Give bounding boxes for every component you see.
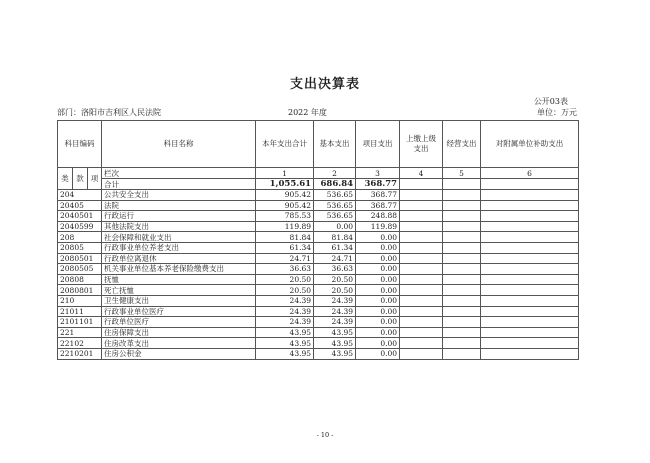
row-name: 死亡抚恤 <box>102 285 256 296</box>
table-row <box>58 190 579 201</box>
row-code: 2040501 <box>58 211 102 222</box>
table-row <box>58 327 579 338</box>
header-item: 项 <box>88 168 102 190</box>
row-basic: 536.65 <box>314 211 356 222</box>
row-basic: 20.50 <box>314 274 356 285</box>
row-subsidy <box>481 274 579 285</box>
row-project: 0.00 <box>356 317 400 328</box>
row-project: 368.77 <box>356 200 400 211</box>
header-business: 经营支出 <box>443 121 481 168</box>
row-subsidy <box>481 327 579 338</box>
row-business <box>443 306 481 317</box>
row-name: 机关事业单位基本养老保险缴费支出 <box>102 264 256 275</box>
table-row <box>58 200 579 211</box>
row-project: 119.89 <box>356 221 400 232</box>
row-name: 行政事业单位养老支出 <box>102 242 256 253</box>
row-upper <box>400 317 443 328</box>
header-code: 科目编码 <box>58 121 102 168</box>
row-total: 61.34 <box>256 242 314 253</box>
row-total: 20.50 <box>256 285 314 296</box>
row-subsidy <box>481 211 579 222</box>
row-total: 119.89 <box>256 221 314 232</box>
row-basic: 43.95 <box>314 338 356 349</box>
row-total: 24.71 <box>256 253 314 264</box>
row-total: 24.39 <box>256 306 314 317</box>
table-row <box>58 264 579 275</box>
row-project: 0.00 <box>356 306 400 317</box>
row-upper <box>400 253 443 264</box>
row-basic: 536.65 <box>314 200 356 211</box>
row-basic: 61.34 <box>314 242 356 253</box>
row-code: 20805 <box>58 242 102 253</box>
year-label: 2022 年度 <box>288 108 327 117</box>
row-total: 43.95 <box>256 327 314 338</box>
total-total: 1,055.61 <box>256 179 314 190</box>
row-subsidy <box>481 317 579 328</box>
row-total: 785.53 <box>256 211 314 222</box>
row-basic: 36.63 <box>314 264 356 275</box>
row-name: 其他法院支出 <box>102 221 256 232</box>
row-project: 0.00 <box>356 253 400 264</box>
row-project: 0.00 <box>356 295 400 306</box>
table-row <box>58 232 579 243</box>
row-upper <box>400 285 443 296</box>
row-upper <box>400 264 443 275</box>
total-label: 合计 <box>102 179 256 190</box>
unit-label: 单位：万元 <box>537 108 577 117</box>
row-code: 204 <box>58 190 102 201</box>
department-label: 部门：洛阳市吉利区人民法院 <box>57 108 161 117</box>
row-subsidy <box>481 232 579 243</box>
expenditure-table <box>57 120 579 360</box>
row-business <box>443 348 481 359</box>
row-project: 248.88 <box>356 211 400 222</box>
total-row <box>58 179 579 190</box>
row-business <box>443 221 481 232</box>
row-project: 0.00 <box>356 285 400 296</box>
row-basic: 0.00 <box>314 221 356 232</box>
table-row <box>58 211 579 222</box>
row-basic: 24.39 <box>314 317 356 328</box>
header-class: 类 <box>58 168 73 190</box>
row-upper <box>400 348 443 359</box>
row-subsidy <box>481 190 579 201</box>
row-basic: 24.39 <box>314 295 356 306</box>
row-subsidy <box>481 264 579 275</box>
row-total: 905.42 <box>256 200 314 211</box>
row-business <box>443 264 481 275</box>
row-project: 0.00 <box>356 274 400 285</box>
row-upper <box>400 306 443 317</box>
row-subsidy <box>481 285 579 296</box>
row-upper <box>400 232 443 243</box>
row-total: 24.39 <box>256 295 314 306</box>
row-code: 2080501 <box>58 253 102 264</box>
row-code: 221 <box>58 327 102 338</box>
header-basic: 基本支出 <box>314 121 356 168</box>
row-name: 行政事业单位医疗 <box>102 306 256 317</box>
row-upper <box>400 211 443 222</box>
col-index-1: 1 <box>256 168 314 179</box>
row-code: 2080801 <box>58 285 102 296</box>
row-code: 2101101 <box>58 317 102 328</box>
row-basic: 20.50 <box>314 285 356 296</box>
table-row <box>58 317 579 328</box>
row-name: 公共安全支出 <box>102 190 256 201</box>
row-subsidy <box>481 200 579 211</box>
row-name: 抚恤 <box>102 274 256 285</box>
row-total: 81.84 <box>256 232 314 243</box>
row-project: 0.00 <box>356 232 400 243</box>
row-business <box>443 285 481 296</box>
row-subsidy <box>481 221 579 232</box>
row-project: 0.00 <box>356 242 400 253</box>
row-business <box>443 232 481 243</box>
table-row <box>58 338 579 349</box>
header-section: 款 <box>73 168 88 190</box>
row-business <box>443 190 481 201</box>
row-business <box>443 211 481 222</box>
row-subsidy <box>481 338 579 349</box>
row-project: 368.77 <box>356 190 400 201</box>
row-subsidy <box>481 253 579 264</box>
row-code: 20405 <box>58 200 102 211</box>
row-basic: 43.95 <box>314 327 356 338</box>
row-subsidy <box>481 306 579 317</box>
row-code: 210 <box>58 295 102 306</box>
row-total: 36.63 <box>256 264 314 275</box>
row-code: 208 <box>58 232 102 243</box>
header-name: 科目名称 <box>102 121 256 168</box>
row-business <box>443 274 481 285</box>
row-name: 住房改革支出 <box>102 338 256 349</box>
row-upper <box>400 242 443 253</box>
row-total: 20.50 <box>256 274 314 285</box>
row-project: 0.00 <box>356 327 400 338</box>
header-total: 本年支出合计 <box>256 121 314 168</box>
row-upper <box>400 190 443 201</box>
row-basic: 43.95 <box>314 348 356 359</box>
table-row <box>58 221 579 232</box>
table-row <box>58 242 579 253</box>
row-code: 2040599 <box>58 221 102 232</box>
form-number: 公开03表 <box>533 97 568 106</box>
row-upper <box>400 200 443 211</box>
row-name: 社会保障和就业支出 <box>102 232 256 243</box>
row-code: 21011 <box>58 306 102 317</box>
column-label: 栏次 <box>102 168 256 179</box>
row-project: 0.00 <box>356 338 400 349</box>
row-upper <box>400 327 443 338</box>
header-subsidy: 对附属单位补助支出 <box>481 121 579 168</box>
row-basic: 24.71 <box>314 253 356 264</box>
col-index-6: 6 <box>481 168 579 179</box>
row-name: 法院 <box>102 200 256 211</box>
row-code: 22102 <box>58 338 102 349</box>
row-subsidy <box>481 295 579 306</box>
table-row <box>58 348 579 359</box>
row-name: 卫生健康支出 <box>102 295 256 306</box>
row-code: 2210201 <box>58 348 102 359</box>
row-name: 行政单位离退休 <box>102 253 256 264</box>
table-row <box>58 306 579 317</box>
page-title: 支出决算表 <box>289 77 360 92</box>
row-upper <box>400 295 443 306</box>
row-total: 43.95 <box>256 338 314 349</box>
row-code: 20808 <box>58 274 102 285</box>
row-project: 0.00 <box>356 264 400 275</box>
row-subsidy <box>481 242 579 253</box>
col-index-4: 4 <box>400 168 443 179</box>
meta-row <box>57 107 577 119</box>
header-row <box>58 121 579 168</box>
row-total: 43.95 <box>256 348 314 359</box>
row-total: 905.42 <box>256 190 314 201</box>
row-subsidy <box>481 348 579 359</box>
col-index-2: 2 <box>314 168 356 179</box>
row-upper <box>400 274 443 285</box>
col-index-5: 5 <box>443 168 481 179</box>
row-business <box>443 200 481 211</box>
table-row <box>58 253 579 264</box>
header-upper: 上缴上级支出 <box>400 121 443 168</box>
row-business <box>443 242 481 253</box>
row-name: 行政单位医疗 <box>102 317 256 328</box>
total-basic: 686.84 <box>314 179 356 190</box>
row-basic: 81.84 <box>314 232 356 243</box>
row-business <box>443 317 481 328</box>
table-row <box>58 285 579 296</box>
row-business <box>443 327 481 338</box>
row-code: 2080505 <box>58 264 102 275</box>
page-number: - 10 - <box>316 431 334 439</box>
row-name: 行政运行 <box>102 211 256 222</box>
row-business <box>443 253 481 264</box>
table-body <box>58 190 579 360</box>
table-row <box>58 274 579 285</box>
col-index-3: 3 <box>356 168 400 179</box>
table-row <box>58 295 579 306</box>
row-basic: 24.39 <box>314 306 356 317</box>
total-project: 368.77 <box>356 179 400 190</box>
row-name: 住房公积金 <box>102 348 256 359</box>
column-index-row <box>58 168 579 179</box>
row-upper <box>400 221 443 232</box>
header-project: 项目支出 <box>356 121 400 168</box>
row-business <box>443 295 481 306</box>
row-project: 0.00 <box>356 348 400 359</box>
row-total: 24.39 <box>256 317 314 328</box>
row-upper <box>400 338 443 349</box>
row-name: 住房保障支出 <box>102 327 256 338</box>
row-business <box>443 338 481 349</box>
row-basic: 536.65 <box>314 190 356 201</box>
